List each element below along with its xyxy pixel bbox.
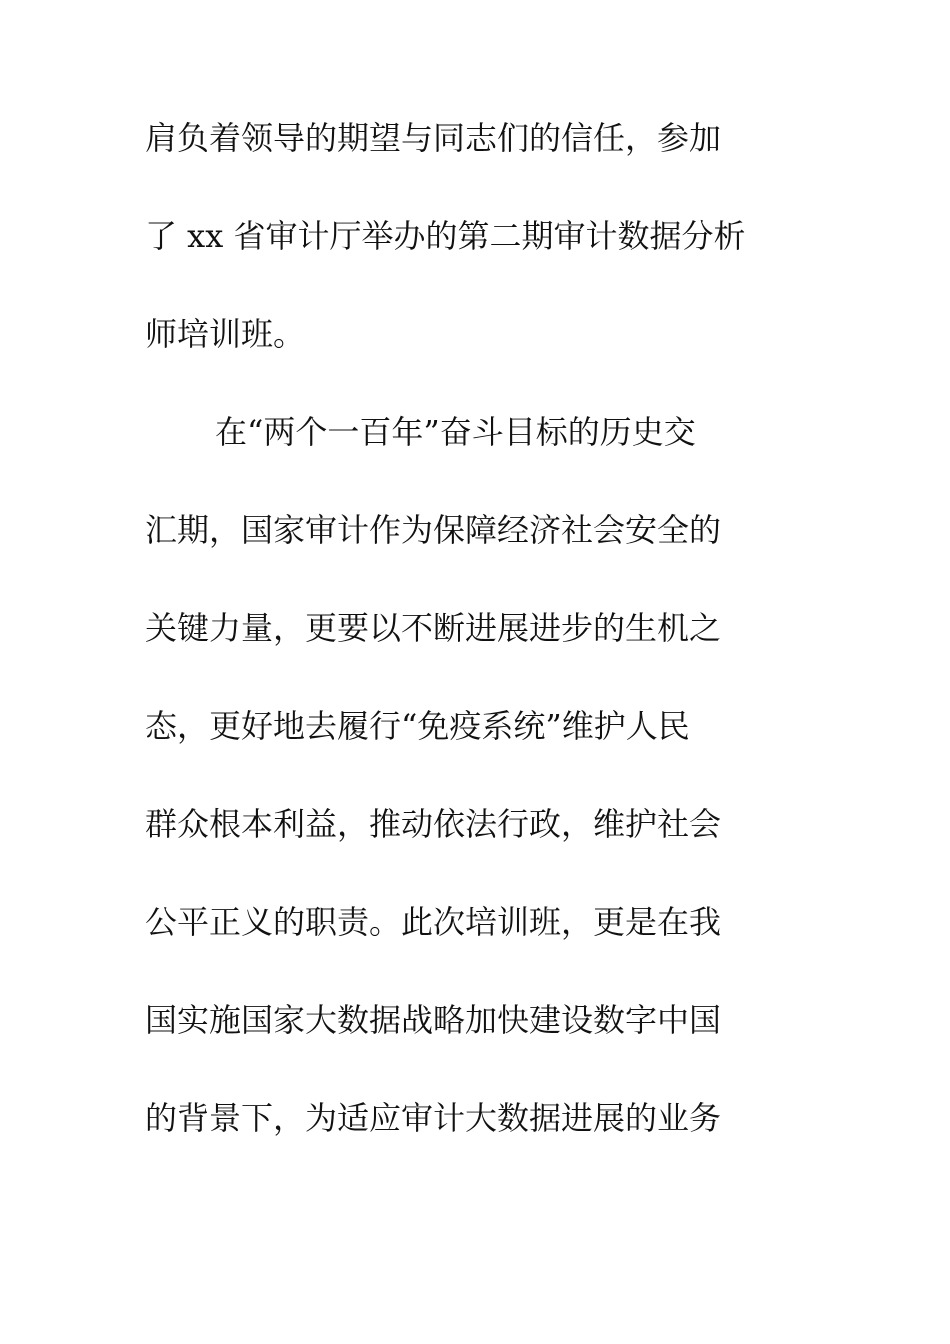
text-line: 师培训班。 — [145, 315, 306, 353]
paragraph-start-line: 在“两个一百年”奋斗目标的历史交 — [215, 413, 696, 451]
text-line: 汇期，国家审计作为保障经济社会安全的 — [145, 511, 722, 549]
text-line: 了 xx 省审计厅举办的第二期审计数据分析 — [145, 217, 746, 255]
body-text — [145, 119, 805, 1200]
text-line: 群众根本利益，推动依法行政，维护社会 — [145, 805, 722, 843]
text-line: 国实施国家大数据战略加快建设数字中国 — [145, 1001, 722, 1039]
text-line: 肩负着领导的期望与同志们的信任，参加 — [145, 119, 722, 157]
text-line: 的背景下，为适应审计大数据进展的业务 — [145, 1099, 722, 1137]
text-line: 公平正义的职责。此次培训班，更是在我 — [145, 903, 722, 941]
text-line: 态，更好地去履行“免疫系统”维护人民 — [145, 707, 690, 745]
text-line: 关键力量，更要以不断进展进步的生机之 — [145, 609, 722, 647]
